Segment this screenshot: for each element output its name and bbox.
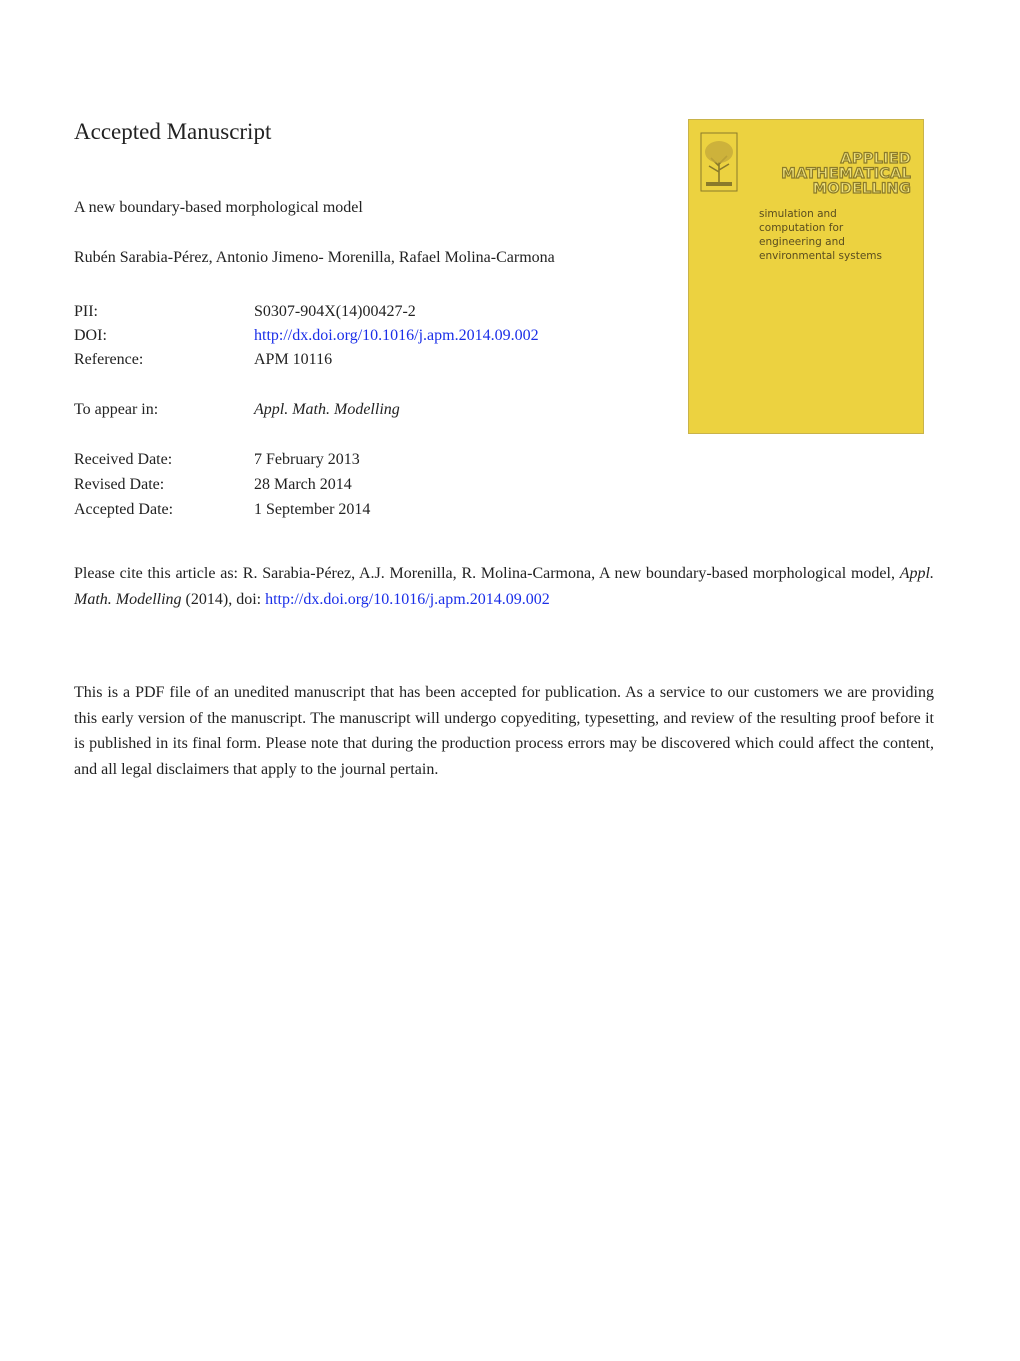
revised-label: Revised Date: <box>74 476 165 493</box>
cover-title <box>781 152 911 197</box>
received-value: 7 February 2013 <box>254 451 360 468</box>
citation-doi-link[interactable]: http://dx.doi.org/10.1016/j.apm.2014.09.002 <box>265 590 550 608</box>
journal-cover <box>688 119 924 434</box>
article-title: A new boundary-based morphological model <box>74 199 363 216</box>
citation-prefix: Please cite this article as: R. Sarabia-Pérez, A.J. Morenilla, R. Molina-Carmona, A new boundary-based morphological model, <box>74 565 900 582</box>
citation-suffix: (2014), doi: <box>181 590 266 608</box>
cover-subtitle-line: engineering and <box>759 236 845 248</box>
pii-value: S0307-904X(14)00427-2 <box>254 303 416 320</box>
appear-value: Appl. Math. Modelling <box>254 401 400 418</box>
cover-title-line: MODELLING <box>812 181 911 197</box>
manuscript-heading: Accepted Manuscript <box>74 119 272 144</box>
reference-value: APM 10116 <box>254 351 333 368</box>
cover-subtitle-line: environmental systems <box>759 250 882 262</box>
cover-title-line: APPLIED <box>840 151 911 167</box>
accepted-label: Accepted Date: <box>74 501 174 518</box>
elsevier-tree-logo-icon <box>700 132 738 192</box>
doi-label: DOI: <box>74 327 107 344</box>
received-label: Received Date: <box>74 451 173 468</box>
doi-link[interactable]: http://dx.doi.org/10.1016/j.apm.2014.09.002 <box>254 327 539 344</box>
article-authors: Rubén Sarabia-Pérez, Antonio Jimeno- Morenilla, Rafael Molina-Carmona <box>74 249 555 266</box>
disclaimer-paragraph: This is a PDF file of an unedited manuscript that has been accepted for publication. As a service to our customers we are providing this early version of the manuscript. The manuscript will undergo copyediting, typesetting, and review of the resulting proof before it is published in its final form. Please note that during the production process errors may be discovered which could affect the content, and all legal disclaimers that apply to the journal pertain. <box>74 684 934 778</box>
cover-subtitle-line: computation for <box>759 222 844 234</box>
citation-paragraph <box>74 561 934 612</box>
reference-label: Reference: <box>74 351 144 368</box>
citation-journal: Appl. Math. Modelling <box>74 565 934 608</box>
cover-subtitle <box>759 207 882 263</box>
cover-title-line: MATHEMATICAL <box>781 166 911 182</box>
accepted-value: 1 September 2014 <box>254 501 371 518</box>
appear-label: To appear in: <box>74 401 159 418</box>
cover-subtitle-line: simulation and <box>759 208 837 220</box>
pii-label: PII: <box>74 303 98 320</box>
revised-value: 28 March 2014 <box>254 476 352 493</box>
